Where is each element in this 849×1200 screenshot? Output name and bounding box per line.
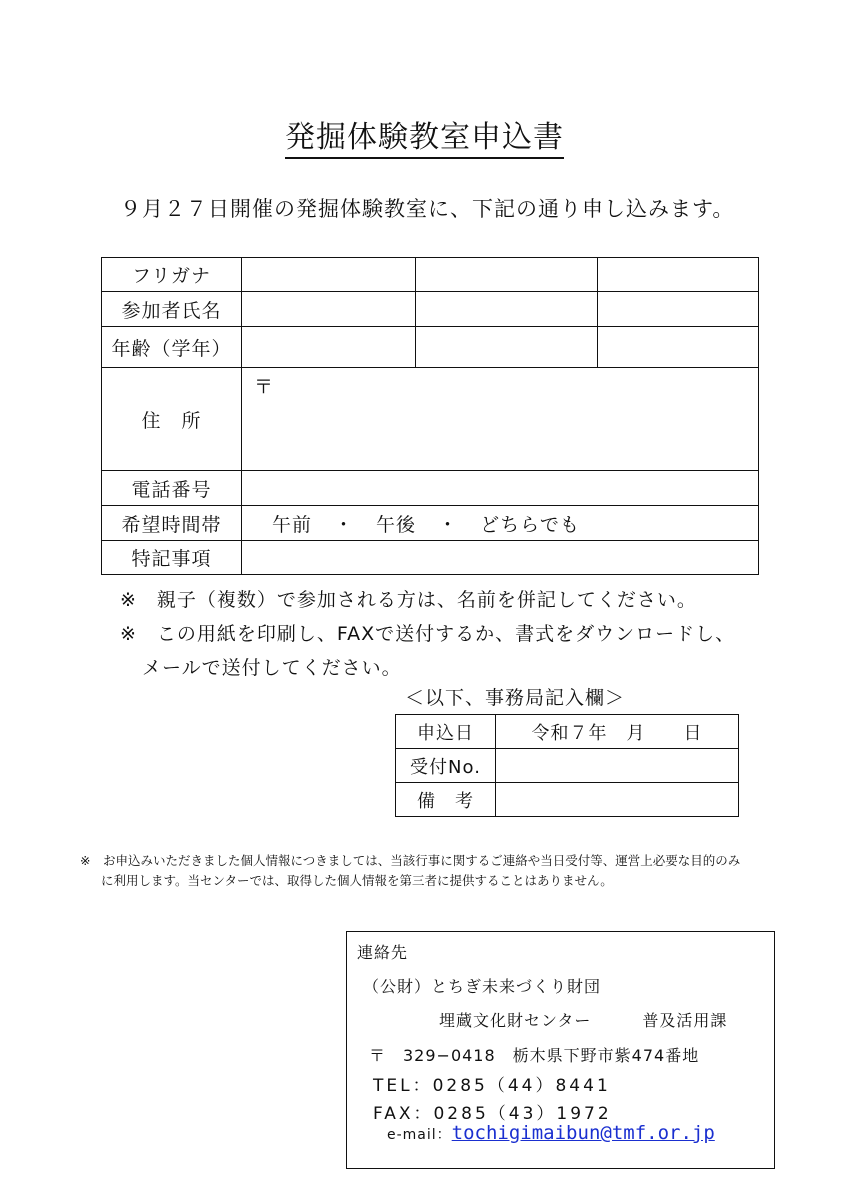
furigana-field-3[interactable] — [598, 258, 759, 292]
notes-label: 特記事項 — [102, 541, 242, 575]
option-morning[interactable]: 午前 — [272, 513, 313, 536]
contact-fax: FAX：0285（43）1972 — [373, 1104, 612, 1124]
note-line: メールで送付してください。 — [142, 657, 402, 679]
form-notes — [120, 583, 735, 685]
date-value: 令和７年 月 日 — [496, 715, 739, 749]
option-separator: ・ — [334, 513, 355, 536]
notes-row — [102, 541, 759, 575]
office-date-row — [396, 715, 739, 749]
name-field-2[interactable] — [416, 292, 598, 327]
time-row — [102, 506, 759, 541]
privacy-notice — [80, 851, 780, 891]
option-either[interactable]: どちらでも — [480, 513, 580, 536]
furigana-field-1[interactable] — [242, 258, 416, 292]
office-caption: ＜以下、事務局記入欄＞ — [405, 687, 626, 709]
phone-row — [102, 471, 759, 506]
email-label: e-mail： — [387, 1127, 452, 1143]
phone-label: 電話番号 — [102, 471, 242, 506]
application-form-table — [101, 257, 759, 575]
name-label: 参加者氏名 — [102, 292, 242, 327]
age-row — [102, 327, 759, 368]
office-remarks-row — [396, 783, 739, 817]
contact-heading: 連絡先 — [357, 943, 409, 962]
receipt-label: 受付No. — [396, 749, 496, 783]
name-field-3[interactable] — [598, 292, 759, 327]
age-field-1[interactable] — [242, 327, 416, 368]
age-field-3[interactable] — [598, 327, 759, 368]
privacy-line: に利用します。当センターでは、取得した個人情報を第三者に提供することはありません。 — [101, 873, 613, 888]
contact-tel: TEL：0285（44）8441 — [373, 1076, 611, 1096]
remarks-label: 備 考 — [396, 783, 496, 817]
postal-mark: 〒 — [254, 376, 274, 398]
furigana-field-2[interactable] — [416, 258, 598, 292]
page-title: 発掘体験教室申込書 — [0, 112, 849, 156]
office-use-table — [395, 714, 739, 817]
time-options — [242, 506, 759, 541]
option-separator: ・ — [438, 513, 459, 536]
name-row — [102, 292, 759, 327]
contact-org: （公財）とちぎ未来づくり財団 — [363, 977, 602, 996]
contact-address: 〒 329−0418 栃木県下野市紫474番地 — [369, 1046, 700, 1065]
address-field[interactable] — [242, 368, 759, 471]
remarks-field[interactable] — [496, 783, 739, 817]
address-row — [102, 368, 759, 471]
office-receipt-row — [396, 749, 739, 783]
age-label: 年齢（学年） — [102, 327, 242, 368]
intro-text: ９月２７日開催の発掘体験教室に、下記の通り申し込みます。 — [120, 197, 735, 221]
date-label: 申込日 — [396, 715, 496, 749]
privacy-line: ※ お申込みいただきました個人情報につきましては、当該行事に関するご連絡や当日受付等、運営上必要な目的のみ — [80, 853, 741, 868]
email-link[interactable]: tochigimaibun@tmf.or.jp — [451, 1122, 715, 1144]
age-field-2[interactable] — [416, 327, 598, 368]
contact-box — [346, 931, 775, 1169]
note-line: ※ この用紙を印刷し、FAXで送付するか、書式をダウンロードし、 — [120, 623, 736, 645]
note-line: ※ 親子（複数）で参加される方は、名前を併記してください。 — [120, 589, 697, 611]
furigana-row — [102, 258, 759, 292]
receipt-field[interactable] — [496, 749, 739, 783]
contact-dept: 埋蔵文化財センター 普及活用課 — [439, 1011, 728, 1030]
option-afternoon[interactable]: 午後 — [376, 513, 417, 536]
contact-email-line — [387, 1122, 715, 1144]
notes-field[interactable] — [242, 541, 759, 575]
time-label: 希望時間帯 — [102, 506, 242, 541]
phone-field[interactable] — [242, 471, 759, 506]
furigana-label: フリガナ — [102, 258, 242, 292]
name-field-1[interactable] — [242, 292, 416, 327]
address-label: 住 所 — [102, 368, 242, 471]
